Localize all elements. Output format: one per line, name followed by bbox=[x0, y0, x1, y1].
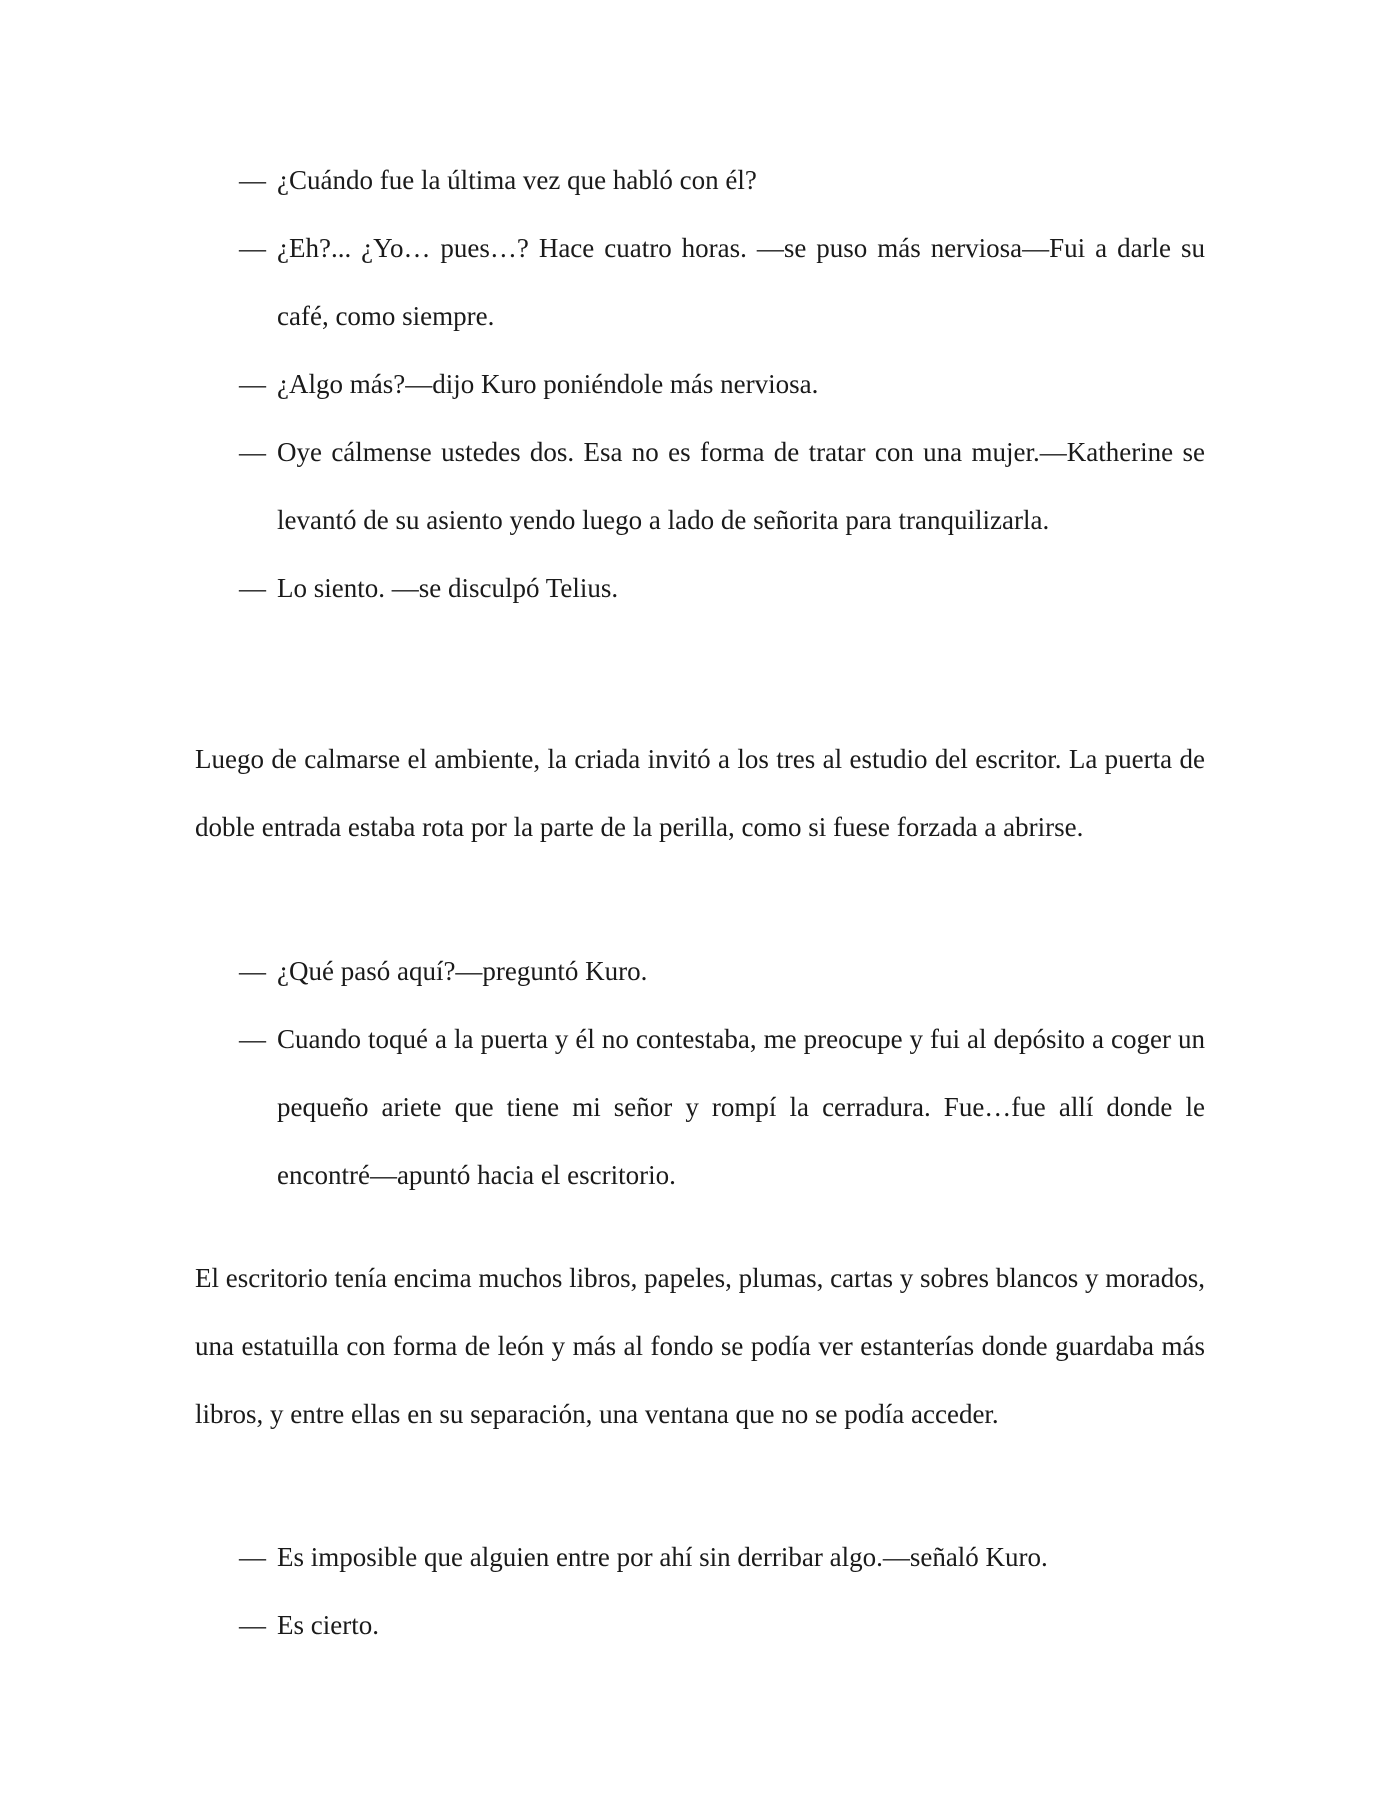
dialogue-line bbox=[195, 554, 1205, 622]
dialogue-line bbox=[195, 350, 1205, 418]
dialogue-dash: — bbox=[239, 437, 266, 467]
dialogue-line bbox=[195, 1591, 1205, 1659]
dialogue-text: ¿Cuándo fue la última vez que habló con él? bbox=[277, 165, 757, 195]
dialogue-text: Cuando toqué a la puerta y él no contestaba, me preocupe y fui al depósito a coger un pequeño ariete que tiene mi señor y rompí la cerradura. Fue…fue allí donde le encontré—apuntó hacia el escritorio. bbox=[277, 1024, 1205, 1190]
dialogue-text: Es imposible que alguien entre por ahí sin derribar algo.—señaló Kuro. bbox=[277, 1542, 1048, 1572]
dialogue-dash: — bbox=[239, 1610, 266, 1640]
dialogue-group-1 bbox=[195, 146, 1205, 622]
narrative-paragraph-2 bbox=[195, 1244, 1205, 1448]
dialogue-group-3 bbox=[195, 1523, 1205, 1659]
dialogue-line bbox=[195, 1523, 1205, 1591]
dialogue-dash: — bbox=[239, 1542, 266, 1572]
dialogue-dash: — bbox=[239, 956, 266, 986]
dialogue-line bbox=[195, 146, 1205, 214]
dialogue-text: ¿Algo más?—dijo Kuro poniéndole más nerviosa. bbox=[277, 369, 819, 399]
dialogue-text: Es cierto. bbox=[277, 1610, 379, 1640]
dialogue-dash: — bbox=[239, 1024, 266, 1054]
dialogue-line bbox=[195, 937, 1205, 1005]
dialogue-line bbox=[195, 1005, 1205, 1209]
paragraph-text: El escritorio tenía encima muchos libros, papeles, plumas, cartas y sobres blancos y morados, una estatuilla con forma de león y más al fondo se podía ver estanterías donde guardaba más libros, y entre ellas en su separación, una ventana que no se podía acceder. bbox=[195, 1263, 1205, 1429]
dialogue-text: Lo siento. —se disculpó Telius. bbox=[277, 573, 619, 603]
dialogue-dash: — bbox=[239, 233, 266, 263]
dialogue-dash: — bbox=[239, 573, 266, 603]
dialogue-text: ¿Qué pasó aquí?—preguntó Kuro. bbox=[277, 956, 648, 986]
dialogue-group-2 bbox=[195, 937, 1205, 1209]
dialogue-dash: — bbox=[239, 165, 266, 195]
dialogue-text: Oye cálmense ustedes dos. Esa no es forma de tratar con una mujer.—Katherine se levantó de su asiento yendo luego a lado de señorita para tranquilizarla. bbox=[277, 437, 1205, 535]
narrative-paragraph-1 bbox=[195, 725, 1205, 861]
dialogue-text: ¿Eh?... ¿Yo… pues…? Hace cuatro horas. —se puso más nerviosa—Fui a darle su café, como siempre. bbox=[277, 233, 1205, 331]
dialogue-dash: — bbox=[239, 369, 266, 399]
dialogue-line bbox=[195, 418, 1205, 554]
dialogue-line bbox=[195, 214, 1205, 350]
paragraph-text: Luego de calmarse el ambiente, la criada invitó a los tres al estudio del escritor. La puerta de doble entrada estaba rota por la parte de la perilla, como si fuese forzada a abrirse. bbox=[195, 744, 1205, 842]
